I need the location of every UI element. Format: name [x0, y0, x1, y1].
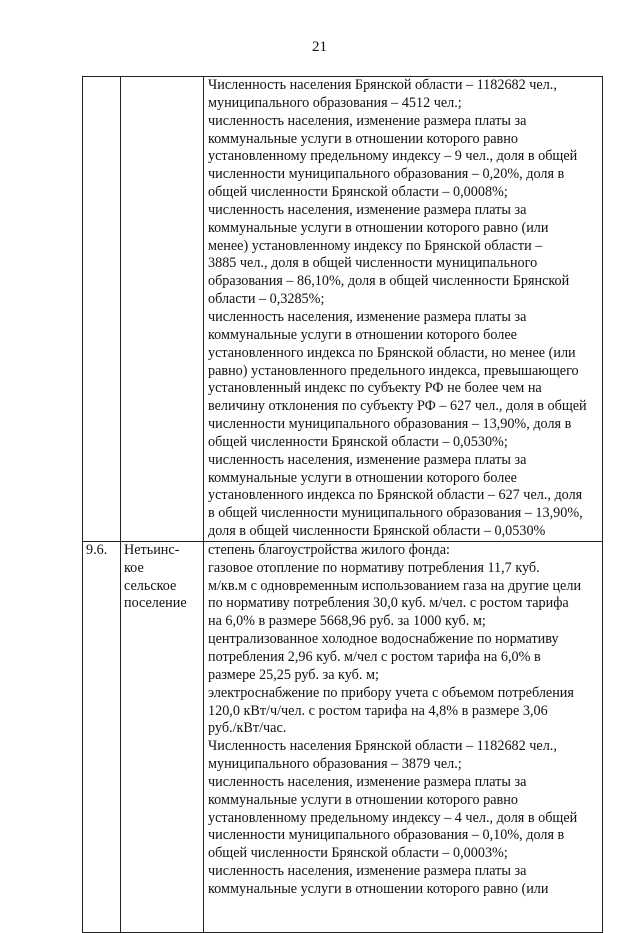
text-line: коммунальные услуги в отношении которого более: [208, 326, 517, 343]
text-line: коммунальные услуги в отношении которого равно (или: [208, 880, 549, 897]
text-line: величину отклонения по субъекту РФ – 627 чел., доля в общей: [208, 398, 587, 415]
description-cell: [204, 77, 603, 542]
municipality-name-cell: [121, 77, 204, 542]
text-line: руб./кВт/час.: [208, 720, 287, 737]
text-line: численность населения, изменение размера платы за: [208, 112, 527, 129]
text-line: доля в общей численности Брянской области – 0,0530%: [208, 523, 546, 540]
text-line: установленному предельному индексу – 4 чел., доля в общей: [208, 809, 578, 826]
municipality-name-line: кое: [124, 559, 144, 576]
document-table: [82, 76, 603, 933]
text-line: муниципального образования – 4512 чел.;: [208, 94, 462, 111]
text-line: установленный индекс по субъекту РФ не более чем на: [208, 380, 542, 397]
text-line: общей численности Брянской области – 0,0003%;: [208, 845, 508, 862]
row-number-cell: [83, 77, 121, 542]
text-line: общей численности Брянской области – 0,0008%;: [208, 184, 508, 201]
text-line: численность населения, изменение размера платы за: [208, 308, 527, 325]
text-line: менее) установленному индексу по Брянской области –: [208, 237, 543, 254]
text-line: электроснабжение по прибору учета с объемом потребления: [208, 684, 574, 701]
text-line: потребления 2,96 куб. м/чел с ростом тарифа на 6,0% в: [208, 649, 541, 665]
text-line: размере 25,25 руб. за куб. м;: [208, 666, 379, 683]
page-number: 21: [312, 39, 327, 55]
text-line: численности муниципального образования – 13,90%, доля в: [208, 416, 572, 433]
text-line: установленного индекса по Брянской области, но менее (или: [208, 344, 576, 361]
text-line: Численность населения Брянской области – 1182682 чел.,: [208, 738, 557, 755]
text-line: м/кв.м с одновременным использованием газа на другие цели: [208, 577, 582, 594]
text-line: Численность населения Брянской области – 1182682 чел.,: [208, 77, 557, 93]
text-line: установленного индекса по Брянской области – 627 чел., доля: [208, 487, 583, 504]
text-line: в общей численности муниципального образования – 13,90%,: [208, 505, 583, 522]
text-line: численность населения, изменение размера платы за: [208, 863, 527, 880]
text-line: 120,0 кВт/ч/чел. с ростом тарифа на 4,8% в размере 3,06: [208, 702, 548, 719]
text-line: общей численности Брянской области – 0,0530%;: [208, 433, 508, 450]
text-line: равно) установленного предельного индекса, превышающего: [208, 362, 579, 379]
row-number-cell: [83, 541, 121, 932]
text-line: области – 0,3285%;: [208, 291, 325, 308]
text-line: централизованное холодное водоснабжение по нормативу: [208, 631, 559, 648]
text-line: численность населения, изменение размера платы за: [208, 451, 527, 468]
text-line: коммунальные услуги в отношении которого равно: [208, 791, 518, 808]
text-line: численности муниципального образования – 0,10%, доля в: [208, 827, 565, 844]
text-line: муниципального образования – 3879 чел.;: [208, 756, 462, 773]
text-line: коммунальные услуги в отношении которого равно (или: [208, 219, 549, 236]
municipality-name-line: сельское: [124, 577, 177, 594]
text-line: численность населения, изменение размера платы за: [208, 201, 527, 218]
row-number: 9.6.: [86, 541, 108, 558]
text-line: газовое отопление по нормативу потребления 11,7 куб.: [208, 559, 540, 576]
description-cell: [204, 541, 603, 932]
text-line: по нормативу потребления 30,0 куб. м/чел. с ростом тарифа: [208, 595, 569, 612]
municipality-name-cell: [121, 541, 204, 932]
text-line: 3885 чел., доля в общей численности муниципального: [208, 255, 538, 272]
text-line: коммунальные услуги в отношении которого более: [208, 469, 517, 486]
text-line: на 6,0% в размере 5668,96 руб. за 1000 куб. м;: [208, 613, 486, 630]
text-line: образования – 86,10%, доля в общей численности Брянской: [208, 273, 570, 290]
table-row: [83, 541, 603, 932]
text-line: численности муниципального образования – 0,20%, доля в: [208, 166, 565, 183]
municipality-name-line: поселение: [124, 595, 187, 612]
text-line: степень благоустройства жилого фонда:: [208, 541, 450, 558]
table-row: [83, 77, 603, 542]
text-line: численность населения, изменение размера платы за: [208, 773, 527, 790]
municipality-name-line: Нетьинс-: [124, 541, 180, 558]
text-line: коммунальные услуги в отношении которого равно: [208, 130, 518, 147]
text-line: установленному предельному индексу – 9 чел., доля в общей: [208, 148, 578, 165]
